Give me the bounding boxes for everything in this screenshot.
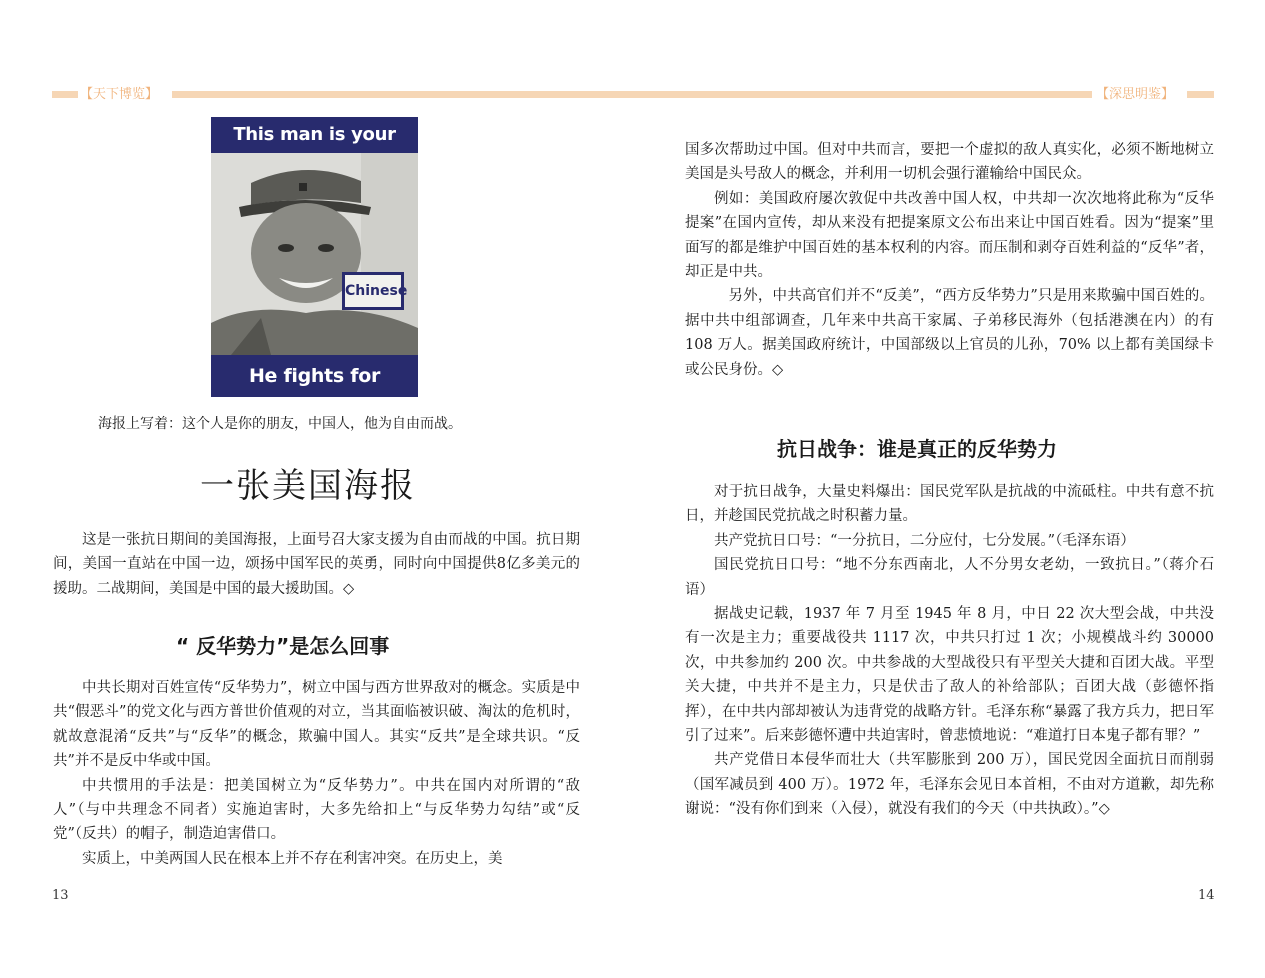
body-paragraph: 国多次帮助过中国。但对中共而言，要把一个虚拟的敌人真实化，必须不断地树立美国是头号敌人的概念，并利用一切机会强行灌输给中国民众。: [685, 142, 1214, 183]
body-paragraph: 实质上，中美两国人民在根本上并不存在利害冲突。在历史上，美: [82, 850, 503, 867]
poster-image: [211, 117, 418, 397]
body-paragraph: 中共惯用的手法是：把美国树立为“反华势力”。中共在国内对所谓的“敌人”（与中共理念不同者）实施迫害时，大多先给扣上“与反华势力勾结”或“反党”（反共）的帽子，制造迫害借口。: [53, 777, 580, 843]
poster-chinese-tag: Chinese: [342, 272, 404, 310]
body-paragraph: 国民党抗日口号：“地不分东西南北，人不分男女老幼，一致抗日。”（蒋介石语）: [685, 557, 1214, 598]
poster-soldier-illustration: [211, 153, 418, 355]
section-title-anti-china-forces: “ 反华势力”是怎么回事: [176, 634, 390, 658]
header-bar-right-stub: [1187, 91, 1214, 98]
body-paragraph: 中共长期对百姓宣传“反华势力”，树立中国与西方世界敌对的概念。实质是中共“假恶斗”的党文化与西方普世价值观的对立，当其面临被识破、淘汰的危机时，就故意混淆“反共”与“反华”的概念，欺骗中国人。其实“反共”是全球共识。“反共”并不是反中华或中国。: [53, 680, 580, 770]
left-body-text: [53, 676, 580, 871]
body-paragraph: 例如：美国政府屡次敦促中共改善中国人权，中共却一次次地将此称为“反华提案”在国内宣传，却从来没有把提案原文公布出来让中国百姓看。因为“提案”里面写的都是维护中国百姓的基本权利的内容。而压制和剥夺百姓利益的“反华”者，却正是中共。: [685, 190, 1214, 281]
poster-caption: 海报上写着：这个人是你的朋友，中国人，他为自由而战。: [98, 416, 462, 432]
body-paragraph: 另外，中共高官们并不“反美”，“西方反华势力”只是用来欺骗中国百姓的。据中共中组部调查，几年来中共高干家属、子弟移民海外（包括港澳在内）的有 108 万人。据美国政府统计，中国部级以上官员的儿孙，70% 以上都有美国绿卡或公民身份。◇: [685, 288, 1214, 378]
intro-paragraph: 这是一张抗日期间的美国海报，上面号召大家支援为自由而战的中国。抗日期间，美国一直站在中国一边，颂扬中国军民的英勇，同时向中国提供8亿多美元的援助。二战期间，美国是中国的最大援助国。◇: [53, 532, 580, 597]
body-paragraph: 共产党借日本侵华而壮大（共军膨胀到 200 万），国民党因全面抗日而削弱（国军减员到 400 万）。1972 年，毛泽东会见日本首相，不由对方道歉，却先称谢说：“没有你们到来（入侵），就没有我们的今天（中共执政）。”◇: [685, 752, 1214, 818]
header-bar-left-stub: [52, 91, 78, 98]
intro-text: [53, 528, 580, 601]
page-title: 一张美国海报: [200, 466, 416, 506]
poster-bottom-text: He fights for: [211, 355, 418, 397]
page-number-right: 14: [1198, 888, 1215, 903]
header-right-label: 【深思明鉴】: [1096, 87, 1175, 102]
page-number-left: 13: [52, 888, 69, 903]
body-paragraph: 共产党抗日口号：“一分抗日，二分应付，七分发展。”（毛泽东语）: [714, 532, 1135, 549]
header-bar-center: [172, 91, 1092, 98]
header-left-label: 【天下博览】: [80, 87, 159, 102]
body-paragraph: 据战史记载，1937 年 7 月至 1945 年 8 月，中日 22 次大型会战，中共没有一次是主力；重要战役共 1117 次，中共只打过 1 次；小规模战斗约 30000 次，中共参加约 200 次。中共参战的大型战役只有平型关大捷和百团大战。平型关大捷，中共并不是主力，只是伏击了敌人的补给部队；百团大战（彭德怀指挥），在中共内部却被认为违背党的战略方针。毛泽东称“暴露了我方兵力，把日军引了过来”。后来彭德怀遭中共迫害时，曾悲愤地说：“难道打日本鬼子都有罪？”: [685, 606, 1214, 745]
section-title-anti-japanese-war: 抗日战争：谁是真正的反华势力: [777, 437, 1057, 461]
poster-top-text: This man is your: [211, 117, 418, 153]
right-section-text: [685, 480, 1214, 822]
body-paragraph: 对于抗日战争，大量史料爆出：国民党军队是抗战的中流砥柱。中共有意不抗日，并趁国民党抗战之时积蓄力量。: [685, 484, 1214, 525]
right-top-text: [685, 138, 1214, 382]
